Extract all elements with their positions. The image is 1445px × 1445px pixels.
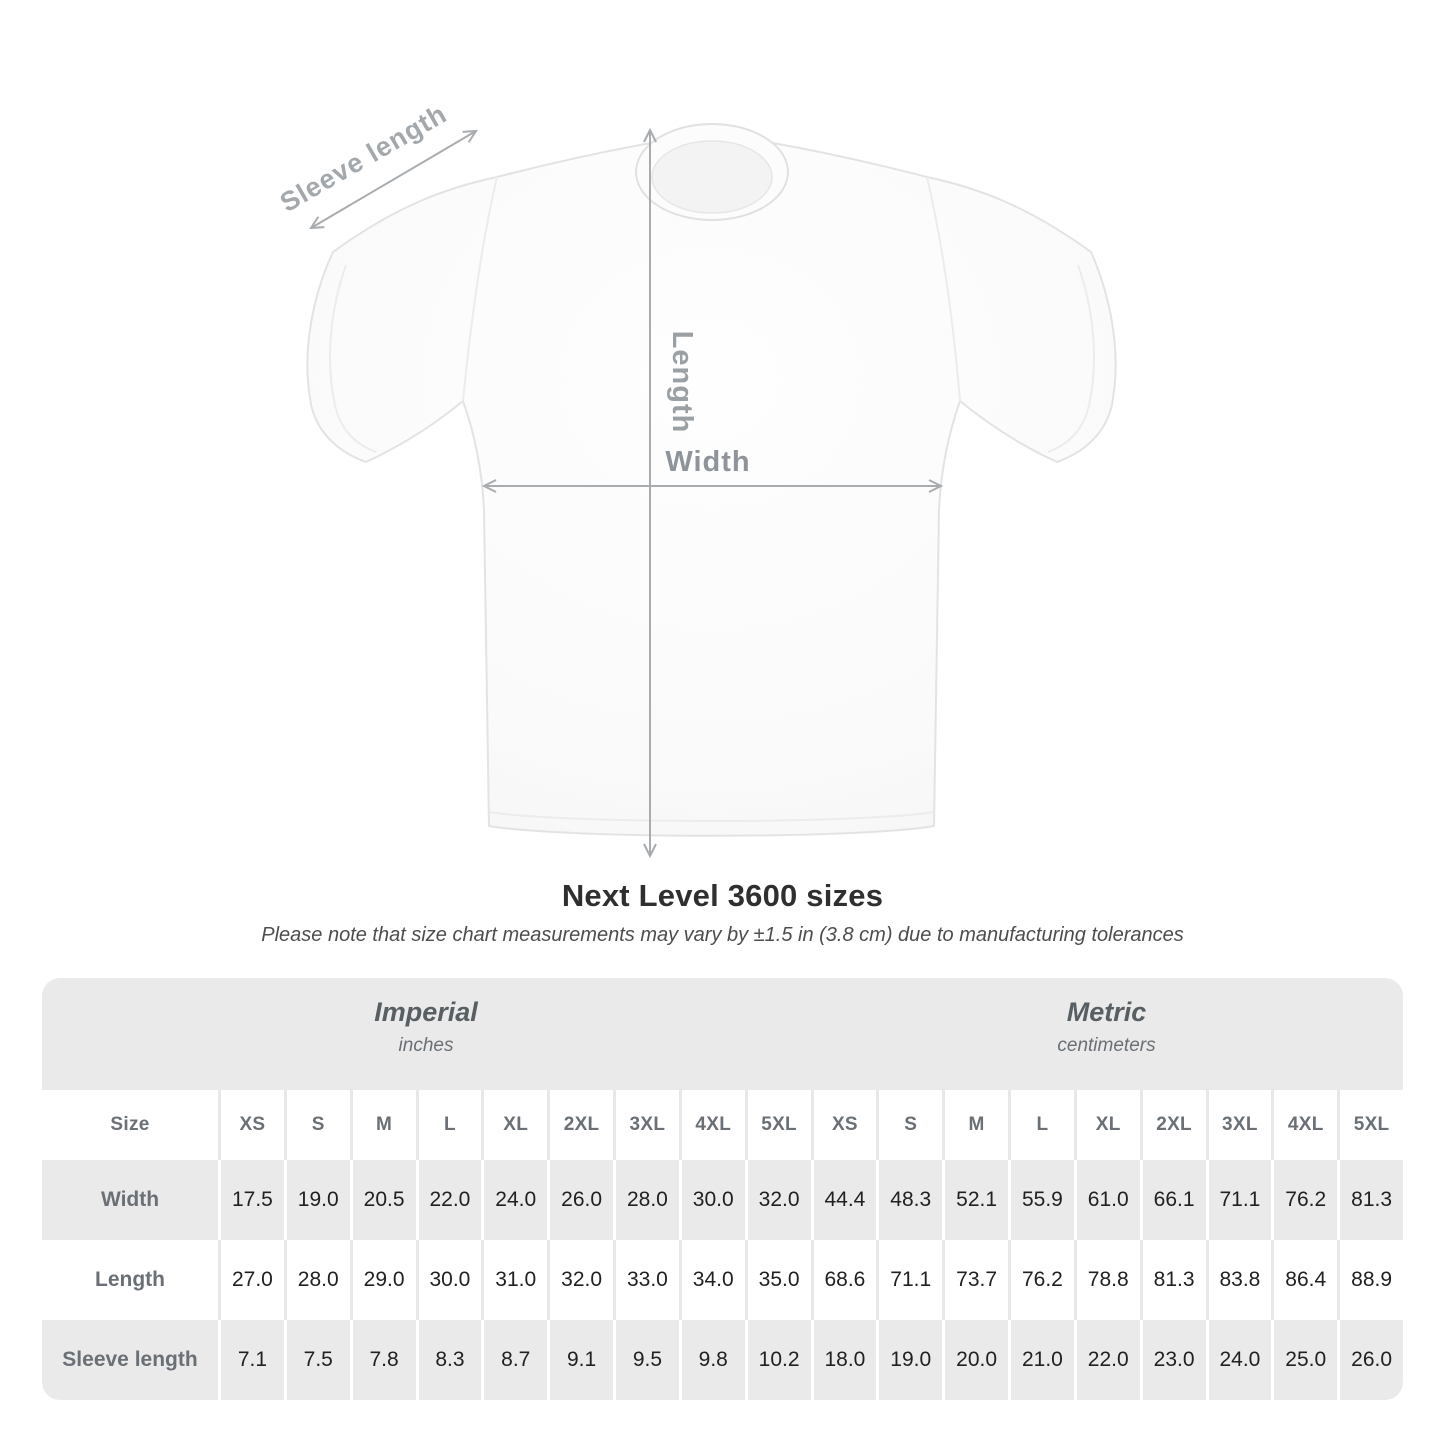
table-row-length [42, 1240, 1403, 1320]
sleeve-value: 8.7 [481, 1320, 547, 1400]
size-col-header: 3XL [1206, 1090, 1272, 1160]
sleeve-value: 8.3 [416, 1320, 482, 1400]
width-value: 17.5 [218, 1160, 284, 1240]
sleeve-value: 10.2 [745, 1320, 811, 1400]
width-value: 19.0 [284, 1160, 350, 1240]
imperial-title: Imperial [374, 997, 478, 1027]
length-label: Length [666, 330, 698, 434]
table-row-sleeve-length [42, 1320, 1403, 1400]
size-col-header: M [350, 1090, 416, 1160]
tolerance-note: Please note that size chart measurements may vary by ±1.5 in (3.8 cm) due to manufacturing tolerances [261, 924, 1184, 946]
width-value: 52.1 [942, 1160, 1008, 1240]
sleeve-value: 18.0 [811, 1320, 877, 1400]
sleeve-value: 7.1 [218, 1320, 284, 1400]
width-value: 76.2 [1271, 1160, 1337, 1240]
width-value: 26.0 [547, 1160, 613, 1240]
sleeve-value: 9.1 [547, 1320, 613, 1400]
size-col-header: L [1008, 1090, 1074, 1160]
width-value: 32.0 [745, 1160, 811, 1240]
metric-title: Metric [1066, 997, 1147, 1027]
width-value: 81.3 [1337, 1160, 1403, 1240]
tshirt-graphic [307, 124, 1115, 836]
size-col-header: 4XL [1271, 1090, 1337, 1160]
width-label: Width [665, 446, 751, 478]
length-value: 33.0 [613, 1240, 679, 1320]
size-col-header: 4XL [679, 1090, 745, 1160]
length-value: 68.6 [811, 1240, 877, 1320]
width-value: 22.0 [416, 1160, 482, 1240]
width-value: 48.3 [876, 1160, 942, 1240]
sleeve-value: 26.0 [1337, 1320, 1403, 1400]
metric-unit: centimeters [1057, 1035, 1156, 1056]
length-value: 71.1 [876, 1240, 942, 1320]
row-label: Length [95, 1268, 165, 1291]
length-value: 76.2 [1008, 1240, 1074, 1320]
size-col-header: XL [481, 1090, 547, 1160]
sleeve-value: 7.8 [350, 1320, 416, 1400]
tshirt-collar-inner [652, 141, 772, 213]
length-value: 86.4 [1271, 1240, 1337, 1320]
width-value: 30.0 [679, 1160, 745, 1240]
width-value: 44.4 [811, 1160, 877, 1240]
sleeve-value: 20.0 [942, 1320, 1008, 1400]
sleeve-value: 9.8 [679, 1320, 745, 1400]
size-row-label: Size [110, 1114, 150, 1135]
sleeve-value: 25.0 [1271, 1320, 1337, 1400]
size-col-header: XS [218, 1090, 284, 1160]
tshirt-body [307, 133, 1115, 836]
length-value: 78.8 [1074, 1240, 1140, 1320]
row-label: Sleeve length [62, 1348, 198, 1371]
length-value: 81.3 [1140, 1240, 1206, 1320]
imperial-header [42, 978, 810, 1090]
sleeve-value: 22.0 [1074, 1320, 1140, 1400]
width-value: 66.1 [1140, 1160, 1206, 1240]
width-value: 61.0 [1074, 1160, 1140, 1240]
width-value: 71.1 [1206, 1160, 1272, 1240]
sleeve-value: 9.5 [613, 1320, 679, 1400]
size-col-header: 2XL [1140, 1090, 1206, 1160]
unit-header-band [42, 978, 1403, 1090]
size-header-row [42, 1090, 1403, 1160]
size-col-header: 3XL [613, 1090, 679, 1160]
row-label: Width [100, 1188, 160, 1211]
size-col-header: L [416, 1090, 482, 1160]
page-title: Next Level 3600 sizes [561, 878, 884, 913]
length-value: 88.9 [1337, 1240, 1403, 1320]
sleeve-length-label: Sleeve length [274, 98, 453, 218]
size-col-header: S [876, 1090, 942, 1160]
size-table [42, 978, 1403, 1400]
length-value: 32.0 [547, 1240, 613, 1320]
length-value: 35.0 [745, 1240, 811, 1320]
sleeve-value: 23.0 [1140, 1320, 1206, 1400]
imperial-unit: inches [398, 1035, 454, 1056]
length-value: 29.0 [350, 1240, 416, 1320]
size-col-header: XL [1074, 1090, 1140, 1160]
sleeve-value: 7.5 [284, 1320, 350, 1400]
metric-header [810, 978, 1403, 1090]
table-row-width [42, 1160, 1403, 1240]
length-value: 34.0 [679, 1240, 745, 1320]
sleeve-value: 19.0 [876, 1320, 942, 1400]
width-value: 28.0 [613, 1160, 679, 1240]
length-value: 83.8 [1206, 1240, 1272, 1320]
title-block [0, 878, 1445, 947]
sleeve-value: 21.0 [1008, 1320, 1074, 1400]
length-value: 31.0 [481, 1240, 547, 1320]
size-col-header: 2XL [547, 1090, 613, 1160]
width-value: 55.9 [1008, 1160, 1074, 1240]
sleeve-value: 24.0 [1206, 1320, 1272, 1400]
width-value: 24.0 [481, 1160, 547, 1240]
size-col-header: 5XL [1337, 1090, 1403, 1160]
size-col-header: M [942, 1090, 1008, 1160]
length-value: 27.0 [218, 1240, 284, 1320]
length-value: 30.0 [416, 1240, 482, 1320]
size-col-header: 5XL [745, 1090, 811, 1160]
length-value: 28.0 [284, 1240, 350, 1320]
length-value: 73.7 [942, 1240, 1008, 1320]
width-value: 20.5 [350, 1160, 416, 1240]
size-col-header: S [284, 1090, 350, 1160]
size-col-header: XS [811, 1090, 877, 1160]
